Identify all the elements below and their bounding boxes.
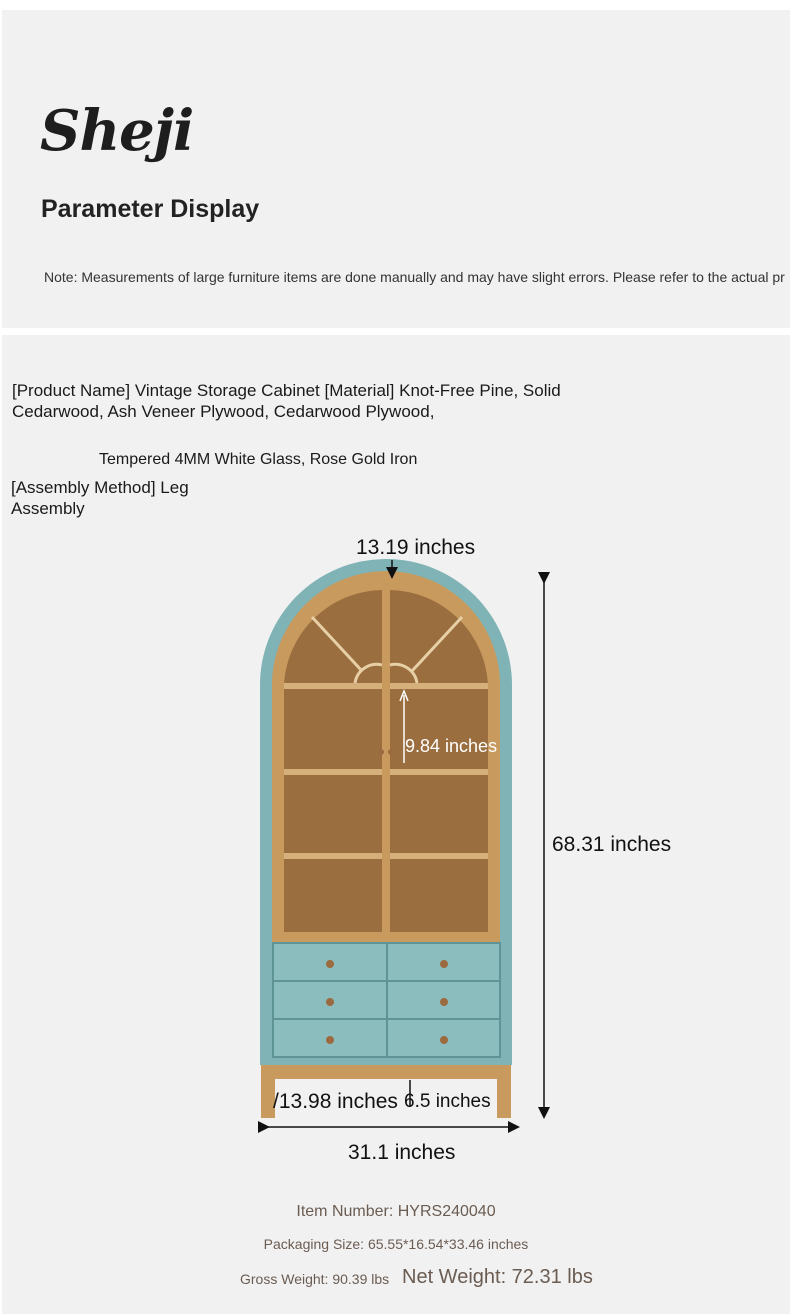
dim-shelf-gap: 9.84 inches [405,736,498,756]
drawers [273,943,500,1057]
spec-assembly: [Assembly Method] Leg Assembly [11,478,189,518]
measurement-note: Note: Measurements of large furniture items are done manually and may have slight errors. Please refer to the actual pr [44,269,785,285]
dim-width: 31.1 inches [348,1141,456,1164]
cabinet-illustration [2,335,790,1314]
item-number: Item Number: HYRS240040 [296,1203,496,1220]
dim-depth: /13.98 inches [273,1090,398,1113]
product-panel [2,335,790,1314]
dim-leg-height: 6.5 inches [404,1091,491,1112]
spec-product-material: [Product Name] Vintage Storage Cabinet [Material] Knot-Free Pine, Solid Cedarwood, Ash Veneer Plywood, Cedarwood Plywood, [12,381,561,421]
net-weight: Net Weight: 72.31 lbs [402,1266,593,1288]
spec-material-cont: Tempered 4MM White Glass, Rose Gold Iron [99,451,418,468]
header-panel [2,10,790,328]
dim-height: 68.31 inches [552,833,672,856]
dim-top-width: 13.19 inches [356,536,476,559]
packaging-size: Packaging Size: 65.55*16.54*33.46 inches [263,1236,529,1252]
section-title: Parameter Display [41,195,260,223]
brand-logo: Sheji [40,98,194,164]
gross-weight: Gross Weight: 90.39 lbs [240,1271,390,1287]
